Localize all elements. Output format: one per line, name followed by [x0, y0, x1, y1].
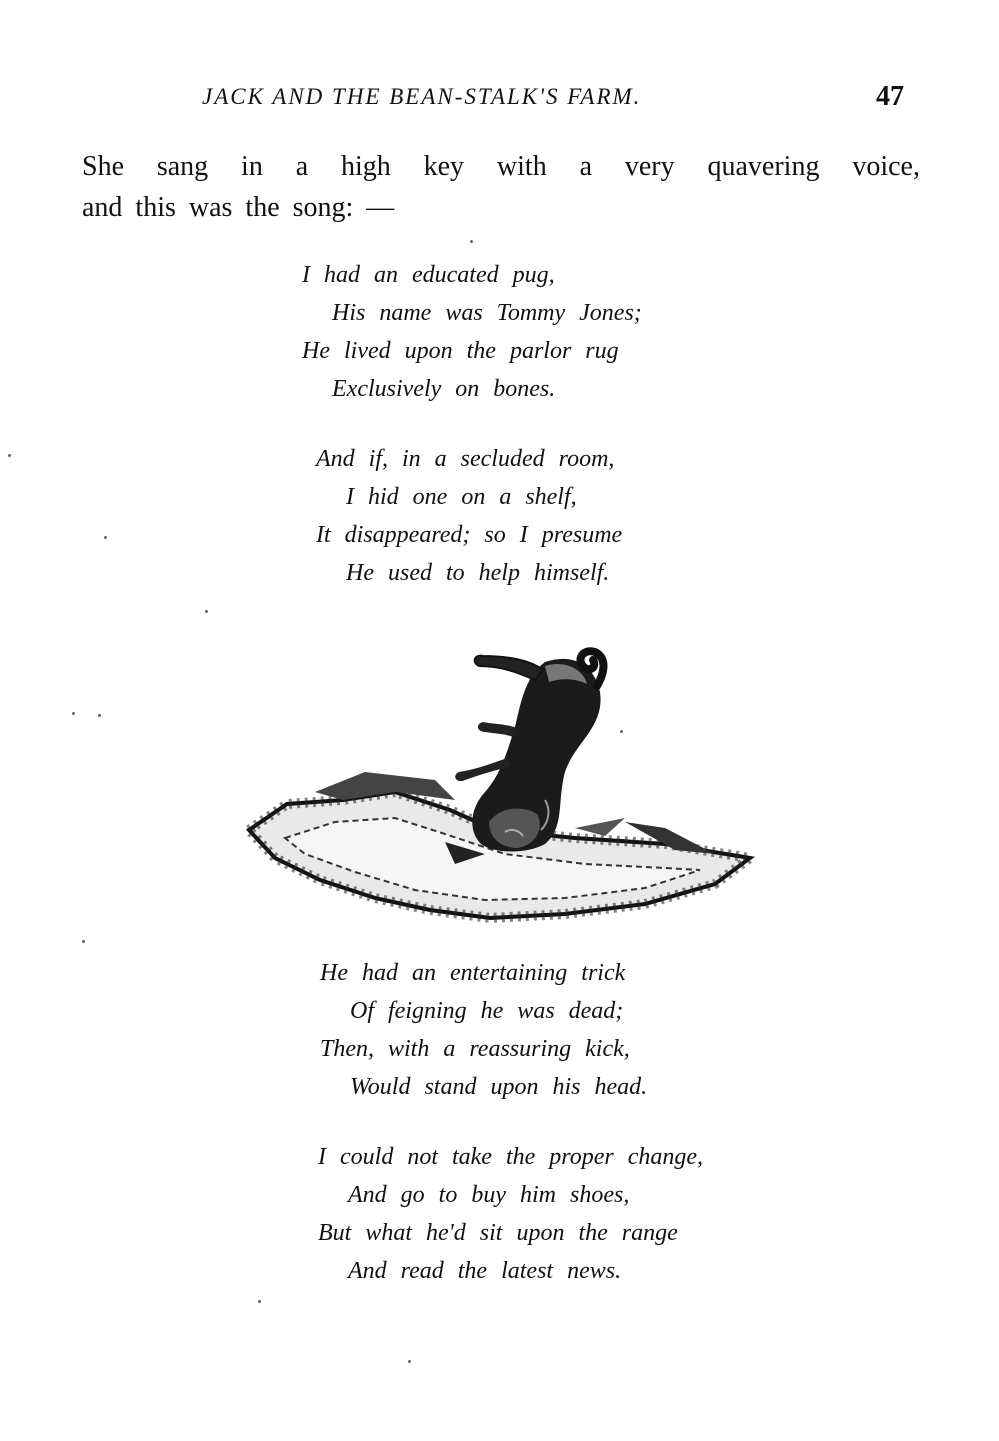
running-title: JACK AND THE BEAN-STALK'S FARM.: [202, 84, 642, 109]
poem-stanza-2: [316, 440, 622, 592]
word: with: [496, 151, 547, 182]
paper-speck: [258, 1300, 261, 1303]
running-head: [0, 81, 999, 124]
word: a: [579, 151, 592, 182]
word: very: [624, 151, 675, 182]
word: key: [423, 151, 465, 182]
paper-speck: [470, 240, 473, 243]
word: sang: [156, 151, 209, 182]
word: quavering: [707, 151, 820, 182]
paper-speck: [104, 536, 107, 539]
pug-standing-on-head-illustration: [245, 632, 755, 924]
paper-speck: [205, 610, 208, 613]
paper-speck: [98, 714, 101, 717]
word: high: [340, 151, 391, 182]
paper-speck: [72, 712, 75, 715]
poem-line: I could not take the proper change,: [318, 1144, 704, 1170]
intro-line-2: and this was the song: —: [82, 192, 395, 223]
poem-line: And read the latest news.: [348, 1258, 622, 1284]
paper-speck: [620, 730, 623, 733]
poem-line: But what he'd sit upon the range: [318, 1220, 678, 1246]
poem-stanza-1: [302, 256, 642, 408]
word: She: [82, 151, 124, 182]
poem-stanza-3: [320, 954, 647, 1106]
poem-line: And if, in a secluded room,: [316, 446, 615, 472]
paper-speck: [408, 1360, 411, 1363]
poem-line: And go to buy him shoes,: [348, 1182, 630, 1208]
poem-line: His name was Tommy Jones;: [332, 300, 642, 326]
poem-line: He had an entertaining trick: [320, 960, 626, 986]
intro-line-1: [82, 146, 920, 187]
page-number: 47: [876, 81, 904, 112]
poem-stanza-4: [318, 1138, 703, 1290]
intro-paragraph: [82, 146, 920, 228]
paper-speck: [8, 454, 11, 457]
word: voice,: [852, 151, 920, 182]
poem-line: He lived upon the parlor rug: [302, 338, 619, 364]
poem-line: I hid one on a shelf,: [346, 484, 577, 510]
poem-line: I had an educated pug,: [302, 262, 555, 288]
poem-line: Would stand upon his head.: [350, 1074, 648, 1100]
word: in: [241, 151, 263, 182]
poem-line: It disappeared; so I presume: [316, 522, 623, 548]
poem-line: Exclusively on bones.: [332, 376, 556, 402]
poem-line: Of feigning he was dead;: [350, 998, 624, 1024]
paper-speck: [82, 940, 85, 943]
pug-icon: [455, 651, 603, 851]
word: a: [295, 151, 309, 182]
poem-line: Then, with a reassuring kick,: [320, 1036, 630, 1062]
poem-line: He used to help himself.: [346, 560, 610, 586]
